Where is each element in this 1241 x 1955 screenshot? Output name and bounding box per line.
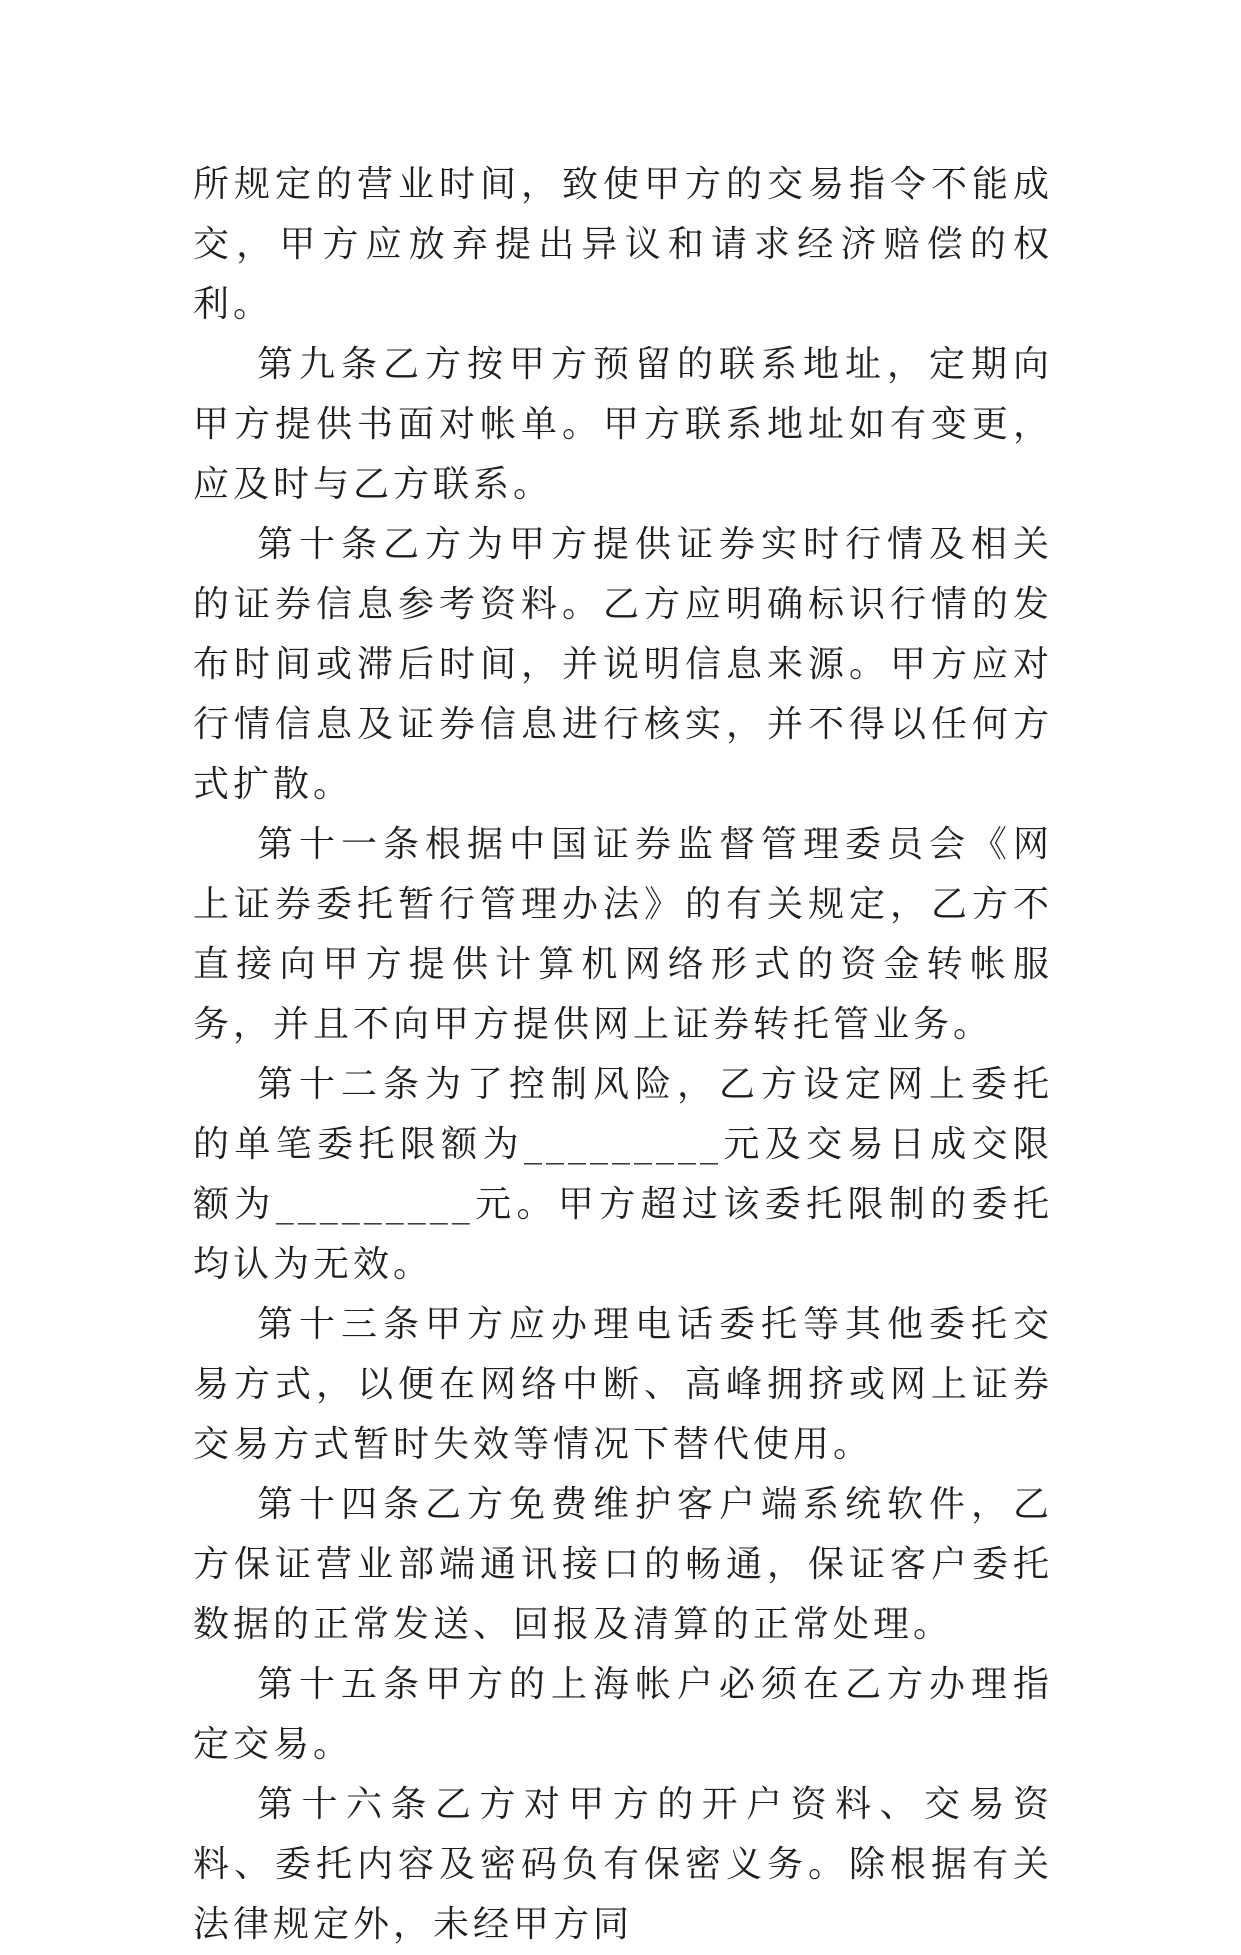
paragraph-article-15: 第十五条甲方的上海帐户必须在乙方办理指定交易。 [193, 1664, 1053, 1765]
paragraph-article-12: 第十二条为了控制风险，乙方设定网上委托的单笔委托限额为_________元及交易日成交限额为_________元。甲方超过该委托限制的委托均认为无效。 [193, 1064, 1053, 1285]
paragraph-article-9: 第九条乙方按甲方预留的联系地址，定期向甲方提供书面对帐单。甲方联系地址如有变更，应及时与乙方联系。 [193, 344, 1053, 505]
document-body [193, 155, 1053, 1955]
paragraph-continuation: 所规定的营业时间，致使甲方的交易指令不能成交，甲方应放弃提出异议和请求经济赔偿的权利。 [193, 164, 1053, 325]
paragraph-article-14: 第十四条乙方免费维护客户端系统软件，乙方保证营业部端通讯接口的畅通，保证客户委托数据的正常发送、回报及清算的正常处理。 [193, 1484, 1053, 1645]
paragraph-article-10: 第十条乙方为甲方提供证券实时行情及相关的证券信息参考资料。乙方应明确标识行情的发布时间或滞后时间，并说明信息来源。甲方应对行情信息及证券信息进行核实，并不得以任何方式扩散。 [193, 524, 1053, 805]
paragraph-article-13: 第十三条甲方应办理电话委托等其他委托交易方式，以便在网络中断、高峰拥挤或网上证券交易方式暂时失效等情况下替代使用。 [193, 1304, 1053, 1465]
paragraph-article-11: 第十一条根据中国证券监督管理委员会《网上证券委托暂行管理办法》的有关规定，乙方不直接向甲方提供计算机网络形式的资金转帐服务，并且不向甲方提供网上证券转托管业务。 [193, 824, 1053, 1045]
paragraph-article-16: 第十六条乙方对甲方的开户资料、交易资料、委托内容及密码负有保密义务。除根据有关法律规定外，未经甲方同 [193, 1784, 1053, 1945]
